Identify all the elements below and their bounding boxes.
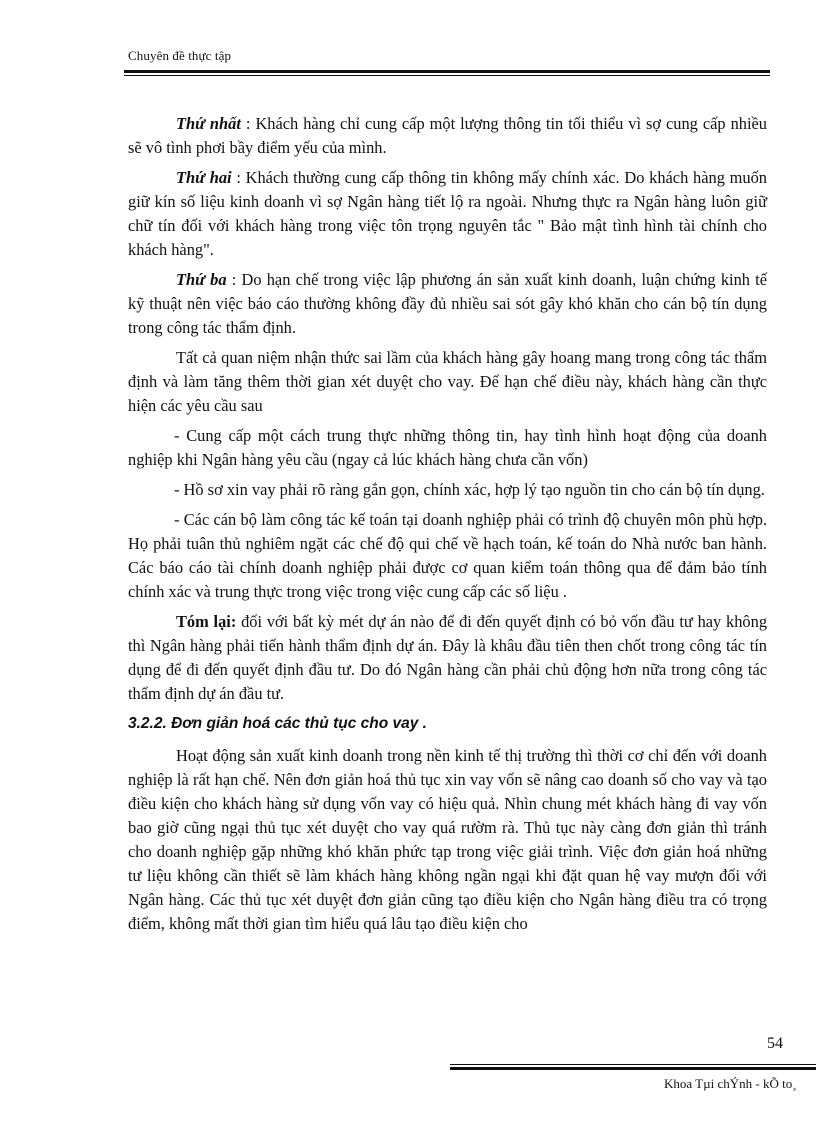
footer-rule-thin bbox=[450, 1064, 816, 1065]
paragraph-lead: Thứ hai bbox=[176, 168, 232, 187]
paragraph-final: Hoạt động sản xuất kinh doanh trong nền kinh tế thị trường thì thời cơ chỉ đến với doanh nghiệp là rất hạn chế. Nên đơn giản hoá thủ tục xin vay vốn sẽ nâng cao doanh số cho vay và tạo điều kiện cho khách hàng sử dụng vốn vay có hiệu quả. Nhìn chung mét khách hàng đi vay vốn bao giờ cũng ngại thủ tục xét duyệt cho vay quá rườm rà. Thủ tục này càng đơn giản thì tránh cho doanh nghiệp gặp những khó khăn phức tạp trong việc giải trình. Việc đơn giản hoá những tư liệu không cần thiết sẽ làm khách hàng không ngần ngại khi đặt quan hệ vay mượn đối với Ngân hàng. Các thủ tục xét duyệt đơn giản cũng tạo điều kiện cho Ngân hàng điều tra có trọng điểm, không mất thời gian tìm hiểu quá lâu tạo điều kiện cho bbox=[128, 746, 767, 933]
paragraph-thu-nhat bbox=[128, 112, 767, 160]
paragraph-summary-intro: Tất cả quan niệm nhận thức sai lầm của khách hàng gây hoang mang trong công tác thẩm định và làm tăng thêm thời gian xét duyệt cho vay. Để hạn chế điều này, khách hàng cần thực hiện các yêu cầu sau bbox=[128, 348, 767, 415]
footer-rule-thick bbox=[450, 1067, 816, 1070]
paragraph-lead: Thứ ba bbox=[176, 270, 227, 289]
paragraph-thu-ba bbox=[128, 268, 767, 340]
paragraph-thu-hai bbox=[128, 166, 767, 262]
section-heading: 3.2.2. Đơn giản hoá các thủ tục cho vay . bbox=[128, 715, 427, 732]
paragraph-text: : Khách thường cung cấp thông tin không mấy chính xác. Do khách hàng muốn giữ kín số liệu kinh doanh vì sợ Ngân hàng tiết lộ ra ngoài. Nhưng thực ra Ngân hàng luôn giữ chữ tín đối với khách hàng trong việc tôn trọng nguyên tắc " Bảo mật tình hình tài chính cho khách hàng". bbox=[128, 168, 767, 259]
header-rule-thin bbox=[124, 75, 770, 76]
paragraph-tom-lai bbox=[128, 610, 767, 706]
paragraph-text: đối với bất kỳ mét dự án nào để đi đến quyết định có bỏ vốn đầu tư hay không thì Ngân hàng phải tiến hành thẩm định dự án. Đây là khâu đầu tiên then chốt trong công tác tín dụng để đi đến quyết định đầu tư. Do đó Ngân hàng cần phải chủ động hơn nữa trong công tác thẩm định dự án đầu tư. bbox=[128, 612, 768, 703]
paragraph-lead: Tóm lại: bbox=[176, 612, 237, 631]
page-header-title: Chuyên đề thực tập bbox=[128, 48, 232, 63]
header-rule-thick bbox=[124, 70, 770, 73]
page-number: 54 bbox=[767, 1035, 783, 1052]
paragraph-bullet: - Các cán bộ làm công tác kế toán tại doanh nghiệp phải có trình độ chuyên môn phù hợp. Họ phải tuân thủ nghiêm ngặt các chế độ qui chế về hạch toán, kế toán do Nhà nước ban hành. Các báo cáo tài chính doanh nghiệp phải được cơ quan kiểm toán thông qua để đảm bảo tính chính xác và trung thực trong việc trong việc cung cấp các số liệu . bbox=[128, 510, 767, 601]
footer-department: Khoa Tµi chÝnh - kÕ to¸ bbox=[664, 1076, 797, 1091]
paragraph-bullet: - Hồ sơ xin vay phải rõ ràng gắn gọn, chính xác, hợp lý tạo nguồn tin cho cán bộ tín dụng. bbox=[174, 480, 765, 499]
paragraph-text: : Do hạn chế trong việc lập phương án sản xuất kinh doanh, luận chứng kinh tế kỹ thuật nên việc báo cáo thường không đầy đủ nhiều sai sót gây khó khăn cho cán bộ tín dụng trong công tác thẩm định. bbox=[128, 270, 767, 337]
paragraph-text: : Khách hàng chỉ cung cấp một lượng thông tin tối thiểu vì sợ cung cấp nhiều sẽ vô tình phơi bầy điểm yếu của mình. bbox=[128, 114, 767, 157]
paragraph-bullet: - Cung cấp một cách trung thực những thông tin, hay tình hình hoạt động của doanh nghiệp khi Ngân hàng yêu cầu (ngay cả lúc khách hàng chưa cần vốn) bbox=[128, 426, 767, 469]
paragraph-lead: Thứ nhất bbox=[176, 114, 241, 133]
document-body bbox=[128, 112, 767, 942]
